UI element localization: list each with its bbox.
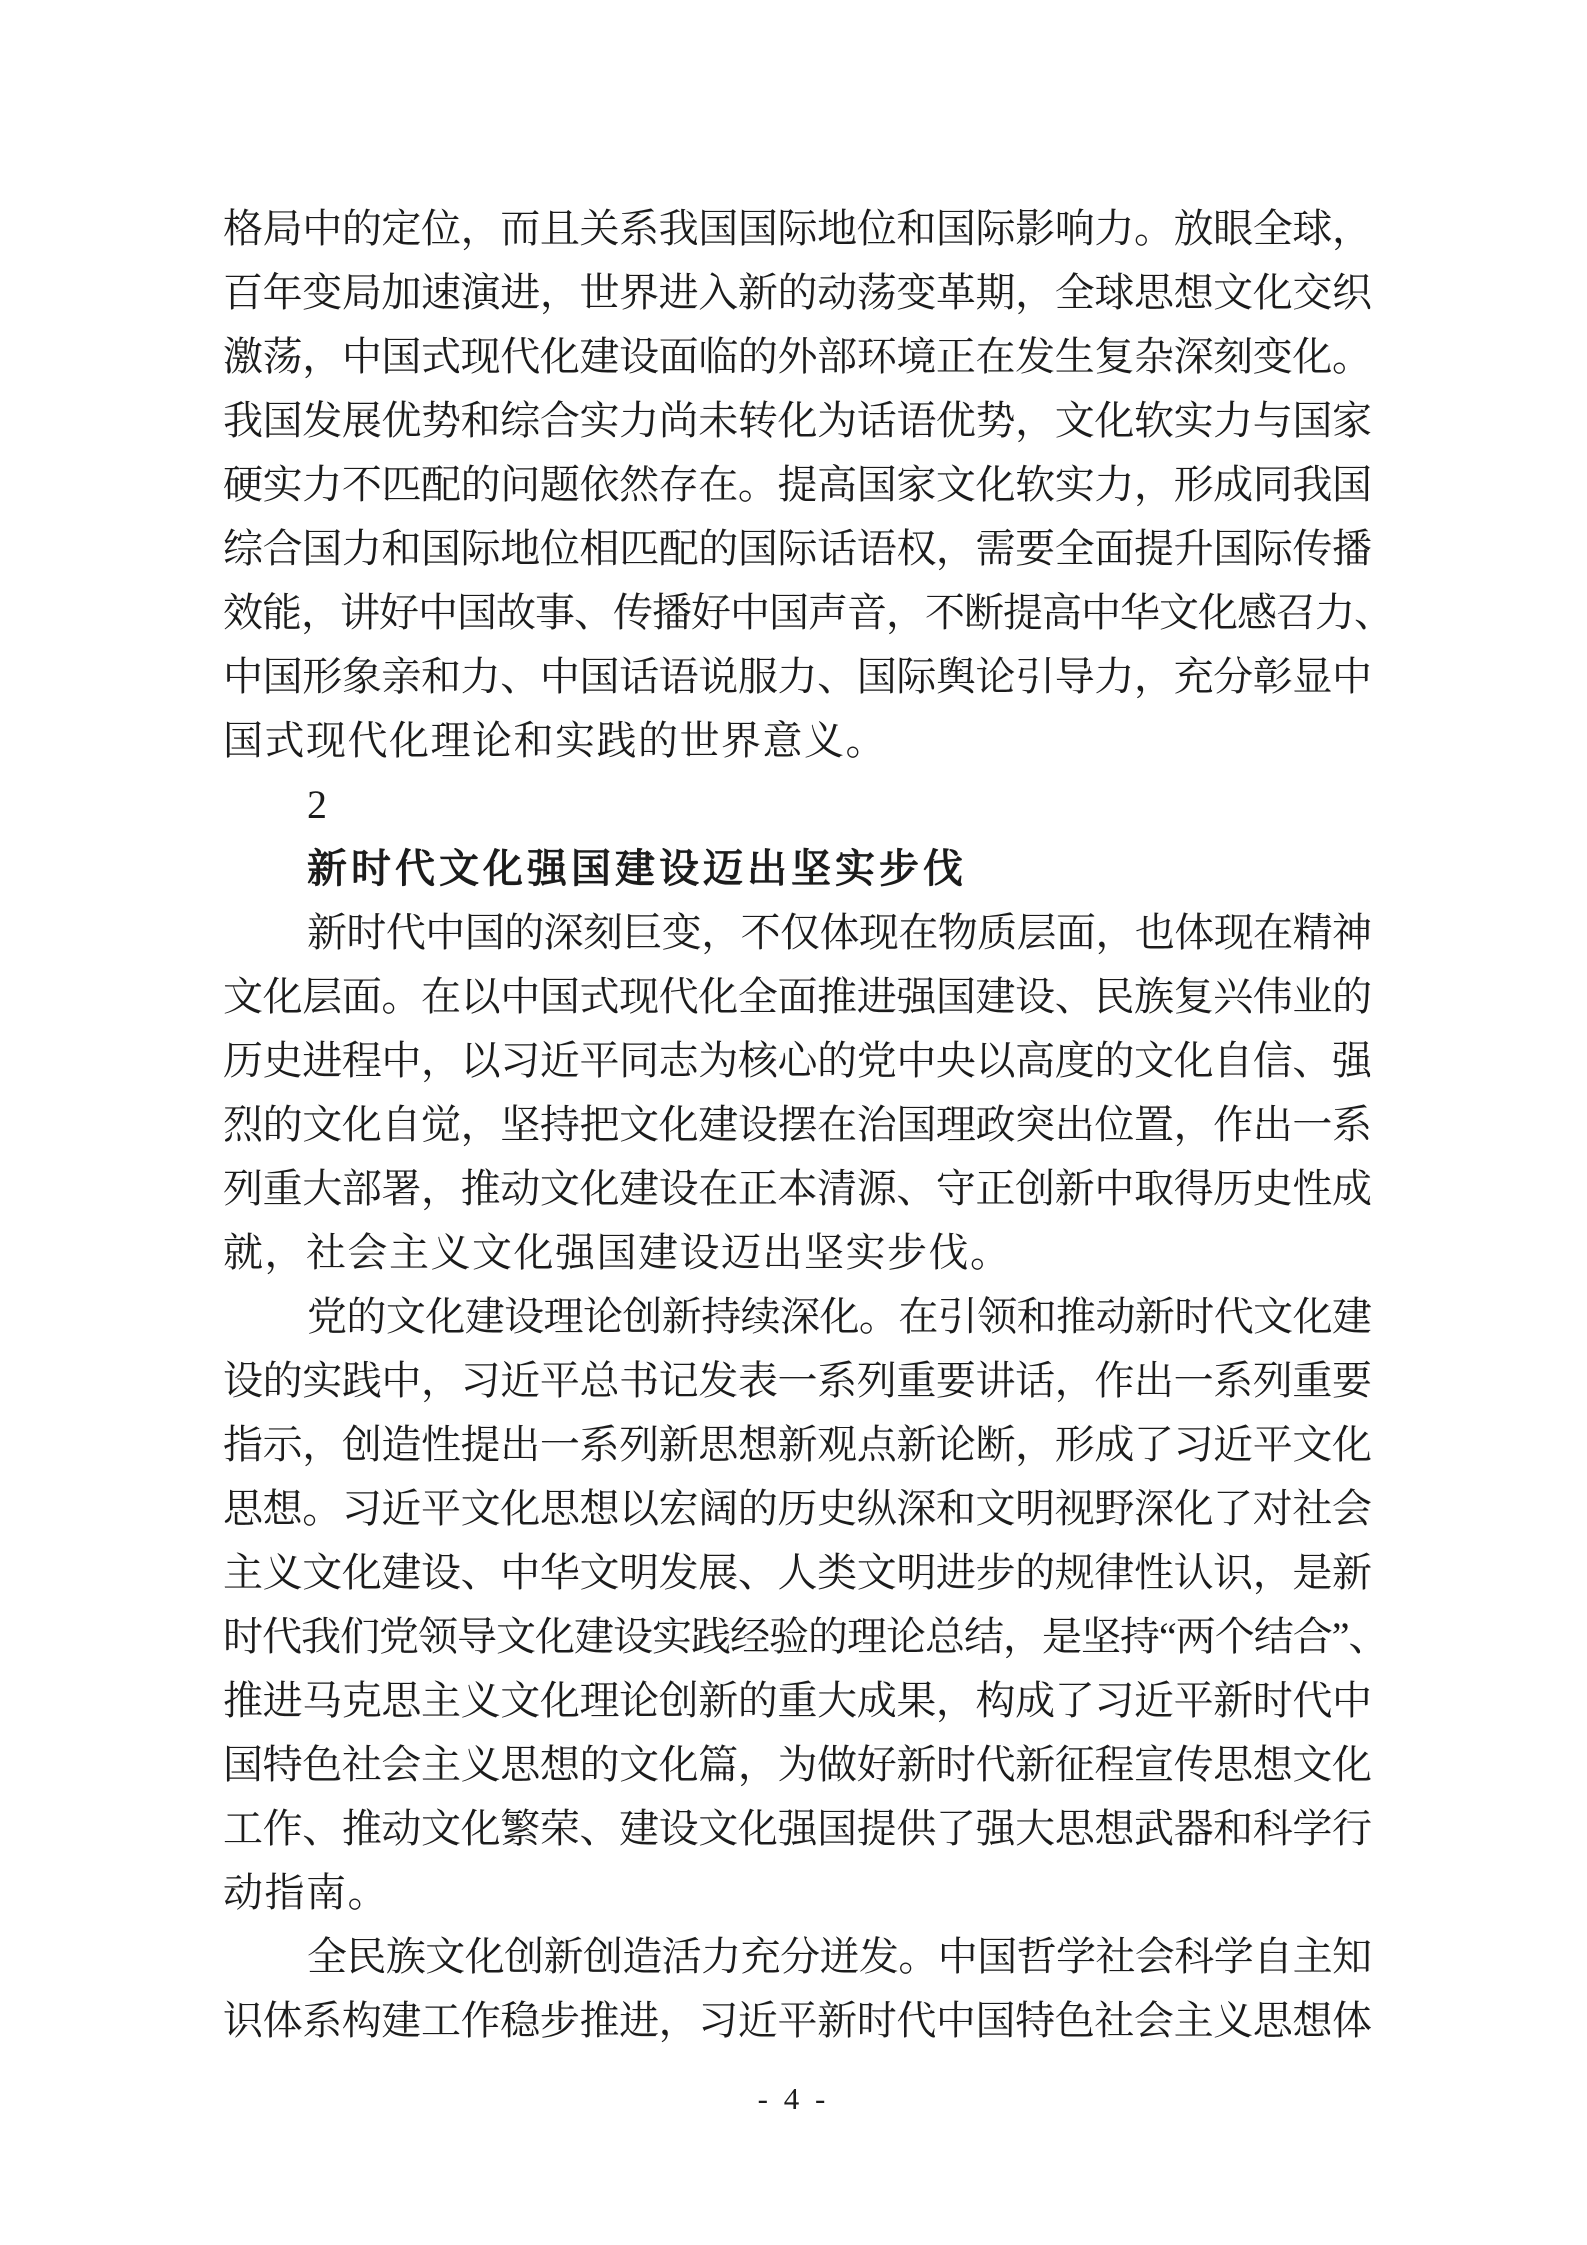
text-line: 新时代中国的深刻巨变，不仅体现在物质层面，也体现在精神 bbox=[307, 910, 1371, 955]
text-line: 国特色社会主义思想的文化篇，为做好新时代新征程宣传思想文化 bbox=[223, 1742, 1371, 1787]
text-line: 中国形象亲和力、中国话语说服力、国际舆论引导力，充分彰显中 bbox=[223, 654, 1371, 699]
text-line: 列重大部署，推动文化建设在正本清源、守正创新中取得历史性成 bbox=[223, 1166, 1371, 1211]
page-number: - 4 - bbox=[757, 2081, 830, 2116]
text-line: 硬实力不匹配的问题依然存在。提高国家文化软实力，形成同我国 bbox=[223, 462, 1371, 507]
text-line: 思想。习近平文化思想以宏阔的历史纵深和文明视野深化了对社会 bbox=[223, 1486, 1371, 1531]
text-line: 识体系构建工作稳步推进，习近平新时代中国特色社会主义思想体 bbox=[223, 1998, 1371, 2043]
text-line: 历史进程中，以习近平同志为核心的党中央以高度的文化自信、强 bbox=[223, 1038, 1371, 1083]
text-line: 党的文化建设理论创新持续深化。在引领和推动新时代文化建 bbox=[307, 1294, 1371, 1339]
body-text-block bbox=[223, 197, 1393, 2053]
text-line: 效能，讲好中国故事、传播好中国声音，不断提高中华文化感召力、 bbox=[223, 590, 1393, 635]
text-line: 文化层面。在以中国式现代化全面推进强国建设、民族复兴伟业的 bbox=[223, 974, 1371, 1019]
text-line: 格局中的定位，而且关系我国国际地位和国际影响力。放眼全球， bbox=[223, 206, 1371, 251]
text-line: 指示，创造性提出一系列新思想新观点新论断，形成了习近平文化 bbox=[223, 1422, 1371, 1467]
section-heading: 新时代文化强国建设迈出坚实步伐 bbox=[307, 846, 967, 891]
text-line: 时代我们党领导文化建设实践经验的理论总结，是坚持“两个结合”、 bbox=[223, 1614, 1388, 1659]
text-line: 就，社会主义文化强国建设迈出坚实步伐。 bbox=[223, 1230, 1012, 1275]
text-line: 工作、推动文化繁荣、建设文化强国提供了强大思想武器和科学行 bbox=[223, 1806, 1371, 1851]
text-line: 推进马克思主义文化理论创新的重大成果，构成了习近平新时代中 bbox=[223, 1678, 1371, 1723]
text-line: 动指南。 bbox=[223, 1870, 389, 1915]
text-line: 百年变局加速演进，世界进入新的动荡变革期，全球思想文化交织 bbox=[223, 270, 1371, 315]
text-line: 全民族文化创新创造活力充分迸发。中国哲学社会科学自主知 bbox=[307, 1934, 1371, 1979]
text-line: 激荡，中国式现代化建设面临的外部环境正在发生复杂深刻变化。 bbox=[223, 334, 1371, 379]
text-line: 综合国力和国际地位相匹配的国际话语权，需要全面提升国际传播 bbox=[223, 526, 1371, 571]
section-number: 2 bbox=[307, 782, 327, 827]
text-line: 国式现代化理论和实践的世界意义。 bbox=[223, 718, 887, 763]
text-line: 设的实践中，习近平总书记发表一系列重要讲话，作出一系列重要 bbox=[223, 1358, 1371, 1403]
text-line: 我国发展优势和综合实力尚未转化为话语优势，文化软实力与国家 bbox=[223, 398, 1371, 443]
text-line: 烈的文化自觉，坚持把文化建设摆在治国理政突出位置，作出一系 bbox=[223, 1102, 1371, 1147]
text-line: 主义文化建设、中华文明发展、人类文明进步的规律性认识，是新 bbox=[223, 1550, 1371, 1595]
